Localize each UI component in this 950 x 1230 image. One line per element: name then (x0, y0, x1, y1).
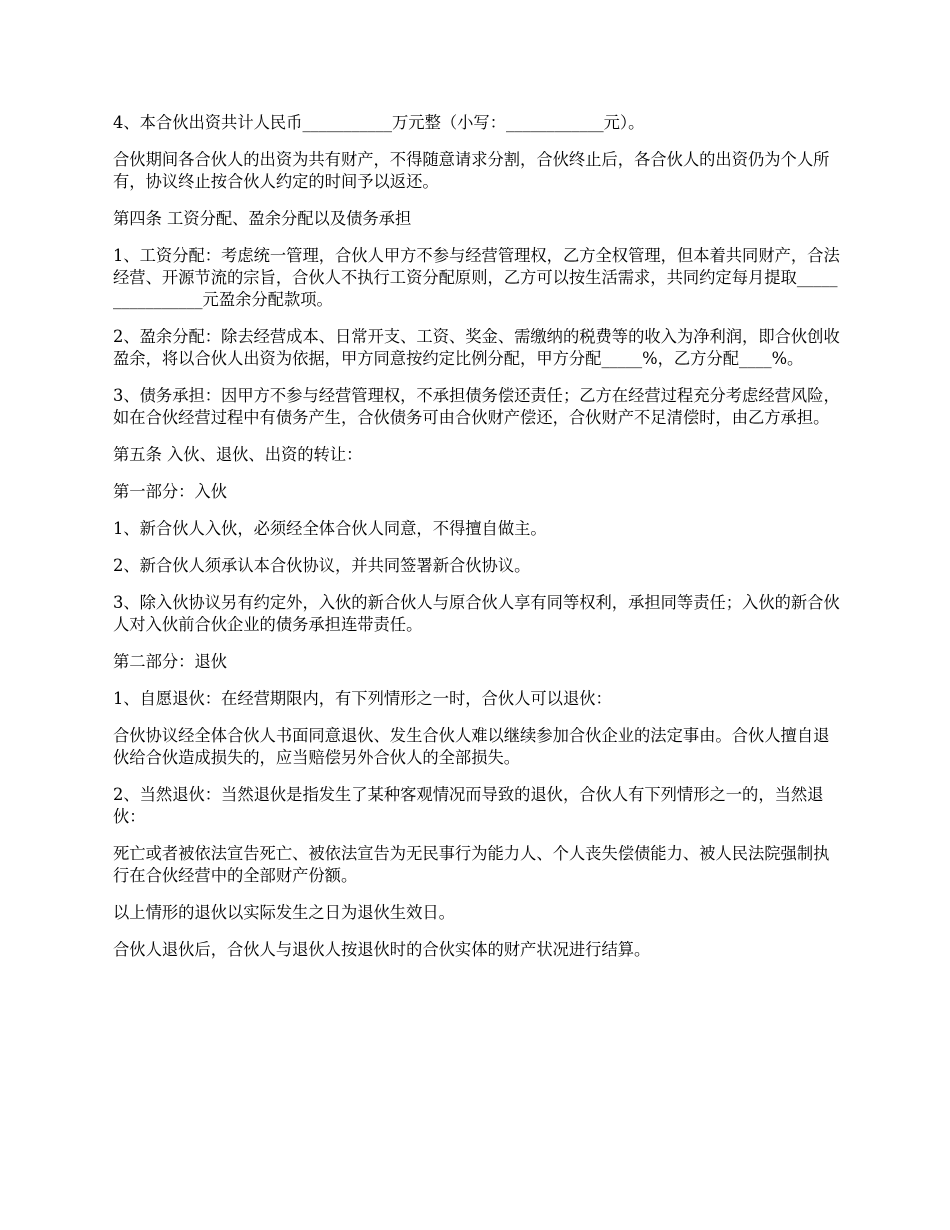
withdrawal-consent-paragraph: 合伙协议经全体合伙人书面同意退伙、发生合伙人难以继续参加合伙企业的法定事由。合伙人擅自退伙给合伙造成损失的，应当赔偿另外合伙人的全部损失。 (113, 726, 830, 767)
withdrawal-settlement-paragraph: 合伙人退伙后，合伙人与退伙人按退伙时的合伙实体的财产状况进行结算。 (113, 940, 651, 959)
withdrawal-circumstances-paragraph: 死亡或者被依法宣告死亡、被依法宣告为无民事行为能力人、个人丧失偿债能力、被人民法院强制执行在合伙经营中的全部财产份额。 (113, 844, 830, 885)
voluntary-withdrawal-paragraph: 1、自愿退伙：在经营期限内，有下列情形之一时，合伙人可以退伙： (113, 689, 612, 708)
part-2-withdrawal-heading: 第二部分：退伙 (113, 652, 227, 671)
document-body (113, 112, 843, 976)
admission-item-1: 1、新合伙人入伙，必须经全体合伙人同意，不得擅自做主。 (113, 519, 547, 538)
automatic-withdrawal-paragraph: 2、当然退伙：当然退伙是指发生了某种客观情况而导致的退伙，合伙人有下列情形之一的，当然退伙： (113, 785, 824, 826)
part-1-admission-heading: 第一部分：入伙 (113, 482, 227, 501)
capital-ownership-paragraph: 合伙期间各合伙人的出资为共有财产，不得随意请求分割，合伙终止后，各合伙人的出资仍为个人所有，协议终止按合伙人约定的时间予以返还。 (113, 150, 830, 191)
profit-distribution-paragraph: 2、盈余分配：除去经营成本、日常开支、工资、奖金、需缴纳的税费等的收入为净利润，即合伙创收盈余，将以合伙人出资为依据，甲方同意按约定比例分配，甲方分配_____%，乙方分配____%。 (113, 327, 840, 368)
admission-item-2: 2、新合伙人须承认本合伙协议，并共同签署新合伙协议。 (113, 556, 531, 575)
withdrawal-effective-date-paragraph: 以上情形的退伙以实际发生之日为退伙生效日。 (113, 903, 455, 922)
debt-liability-paragraph: 3、债务承担：因甲方不参与经营管理权，不承担债务偿还责任；乙方在经营过程充分考虑经营风险，如在合伙经营过程中有债务产生，合伙债务可由合伙财产偿还，合伙财产不足清偿时，由乙方承担。 (113, 386, 840, 427)
wage-distribution-paragraph: 1、工资分配：考虑统一管理，合伙人甲方不参与经营管理权，乙方全权管理，但本着共同财产，合法经营、开源节流的宗旨，合伙人不执行工资分配原则，乙方可以按生活需求，共同约定每月提取________________元盈余分配款项。 (113, 246, 840, 309)
clause-4-capital-amount: 4、本合伙出资共计人民币___________万元整（小写：____________元）。 (113, 113, 645, 132)
article-4-heading: 第四条 工资分配、盈余分配以及债务承担 (113, 209, 412, 228)
article-5-heading: 第五条 入伙、退伙、出资的转让： (113, 445, 363, 464)
admission-item-3: 3、除入伙协议另有约定外，入伙的新合伙人与原合伙人享有同等权利，承担同等责任；入伙的新合伙人对入伙前合伙企业的债务承担连带责任。 (113, 593, 840, 634)
